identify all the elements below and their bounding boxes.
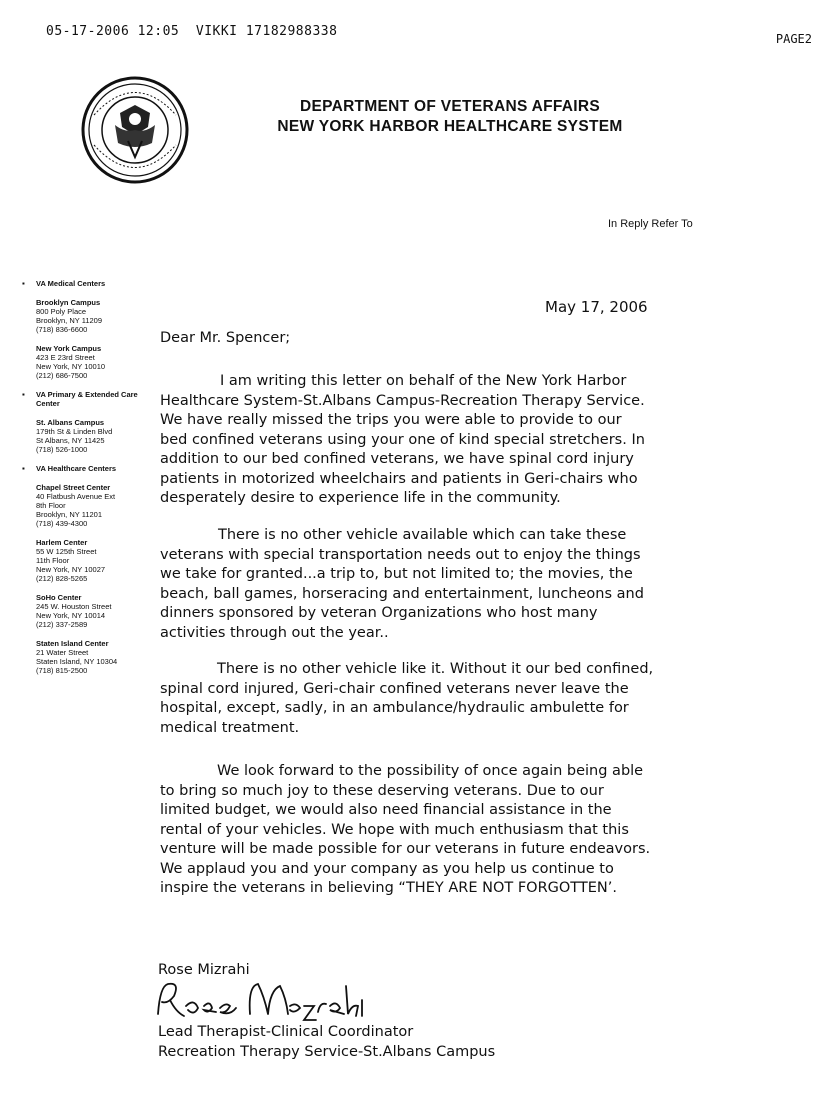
sidebar-campus [22, 593, 147, 629]
paragraph-line: limited budget, we would also need financial assistance in the [160, 802, 612, 818]
signer-title-1: Lead Therapist-Clinical Coordinator [158, 1024, 414, 1040]
campus-address-line: 179th St & Linden Blvd [36, 427, 113, 436]
sidebar-campus [22, 298, 147, 334]
campus-address-line: 11th Floor [36, 556, 70, 565]
signer-name: Rose Mizrahi [158, 962, 250, 978]
paragraph-2 [160, 526, 730, 643]
campus-address-line: New York, NY 10027 [36, 565, 106, 574]
sidebar-group [22, 279, 147, 380]
sidebar-group [22, 464, 147, 675]
paragraph-1 [160, 372, 730, 509]
paragraph-line: medical treatment. [160, 719, 300, 736]
reply-refer: In Reply Refer To [608, 218, 693, 230]
campus-name: St. Albans Campus [36, 418, 105, 427]
campus-address-line: 40 Flatbush Avenue Ext [36, 492, 116, 501]
paragraph-line: beach, ball games, horseracing and entertainment, luncheons and [160, 585, 644, 602]
campus-address-line: 8th Floor [36, 501, 66, 510]
paragraph-line: hospital, except, sadly, in an ambulance/hydraulic ambulette for [160, 700, 629, 716]
paragraph-line: desperately desire to experience life in the community. [160, 490, 561, 506]
campus-address-line: 55 W 125th Street [36, 547, 97, 556]
campus-address-line: (718) 836-6600 [36, 325, 88, 334]
paragraph-line: addition to our bed confined veterans, we have spinal cord injury [160, 451, 634, 467]
paragraph-line: There is no other vehicle like it. Without it our bed confined, [217, 661, 654, 677]
sidebar-campus [22, 639, 147, 675]
campus-address-line: 423 E 23rd Street [36, 353, 95, 362]
campus-address-line: (212) 686-7500 [36, 371, 88, 380]
paragraph-line: veterans with special transportation needs out to enjoy the things [160, 546, 641, 563]
campus-name: Harlem Center [36, 538, 88, 547]
paragraph-4 [160, 762, 730, 899]
paragraph-line: venture will be made possible for our veterans in future endeavors. [160, 841, 651, 857]
paragraph-line: activities through out the year.. [160, 624, 389, 641]
paragraph-line: spinal cord injured, Geri-chair confined veterans never leave the [160, 680, 629, 697]
paragraph-line: inspire the veterans in believing “THEY ARE NOT FORGOTTEN’. [160, 880, 617, 896]
paragraph-line: We have really missed the trips you were able to provide to our [160, 412, 622, 428]
paragraph-line: There is no other vehicle available which can take these [218, 527, 627, 543]
sidebar-locations [22, 279, 147, 685]
sidebar-group-heading: ▪ VA Primary & Extended Care Center [22, 390, 138, 408]
paragraph-line: bed confined veterans using your one of kind special stretchers. In [160, 431, 645, 448]
campus-name: SoHo Center [36, 593, 82, 602]
campus-name: New York Campus [36, 344, 102, 353]
letterhead-title [240, 97, 660, 137]
paragraph-line: we take for granted...a trip to, but not limited to; the movies, the [160, 566, 633, 582]
campus-address-line: 245 W. Houston Street [36, 602, 112, 611]
campus-name: Chapel Street Center [36, 483, 111, 492]
campus-address-line: (718) 815-2500 [36, 666, 88, 675]
va-seal-icon [80, 75, 190, 185]
bullet-icon: ▪ [22, 390, 25, 399]
fax-header-line: 05-17-2006 12:05 VIKKI 17182988338 [46, 24, 338, 39]
salutation: Dear Mr. Spencer; [160, 330, 291, 346]
campus-address-line: Staten Island, NY 10304 [36, 657, 118, 666]
sidebar-campus [22, 483, 147, 528]
campus-address-line: (718) 526-1000 [36, 445, 88, 454]
signer-title-2: Recreation Therapy Service-St.Albans Campus [158, 1044, 496, 1060]
paragraph-line: Healthcare System-St.Albans Campus-Recreation Therapy Service. [160, 392, 645, 409]
campus-address-line: (212) 828-5265 [36, 574, 88, 583]
campus-address-line: New York, NY 10014 [36, 611, 106, 620]
paragraph-line: We look forward to the possibility of once again being able [217, 763, 644, 779]
letterhead-line2: NEW YORK HARBOR HEALTHCARE SYSTEM [277, 118, 623, 135]
campus-name: Staten Island Center [36, 639, 109, 648]
letter-date: May 17, 2006 [545, 298, 648, 316]
campus-address-line: (212) 337-2589 [36, 620, 88, 629]
paragraph-line: rental of your vehicles. We hope with much enthusiasm that this [160, 821, 629, 838]
paragraph-3 [160, 660, 730, 738]
bullet-icon: ▪ [22, 279, 25, 288]
paragraph-line: dinners sponsored by veteran Organizations who host many [160, 605, 598, 621]
sidebar-group-heading: ▪ VA Medical Centers [22, 279, 106, 288]
campus-address-line: St Albans, NY 11425 [36, 436, 105, 445]
letterhead-line1: DEPARTMENT OF VETERANS AFFAIRS [299, 98, 601, 115]
handwritten-signature [150, 976, 410, 1026]
paragraph-line: We applaud you and your company as you help us continue to [160, 860, 614, 877]
paragraph-line: patients in motorized wheelchairs and patients in Geri-chairs who [160, 470, 638, 487]
campus-name: Brooklyn Campus [36, 298, 101, 307]
paragraph-line: I am writing this letter on behalf of the New York Harbor [220, 373, 627, 389]
campus-address-line: (718) 439-4300 [36, 519, 88, 528]
paragraph-line: to bring so much joy to these deserving veterans. Due to our [160, 782, 604, 799]
sidebar-group-heading: ▪ VA Healthcare Centers [22, 464, 117, 473]
campus-address-line: 800 Poly Place [36, 307, 87, 316]
campus-address-line: New York, NY 10010 [36, 362, 106, 371]
campus-address-line: Brooklyn, NY 11201 [36, 510, 103, 519]
campus-address-line: 21 Water Street [36, 648, 89, 657]
campus-address-line: Brooklyn, NY 11209 [36, 316, 103, 325]
bullet-icon: ▪ [22, 464, 25, 473]
sidebar-campus [22, 538, 147, 583]
sidebar-campus [22, 344, 147, 380]
sidebar-group [22, 390, 147, 454]
fax-page-number: PAGE2 [775, 32, 812, 46]
sidebar-campus [22, 418, 147, 454]
